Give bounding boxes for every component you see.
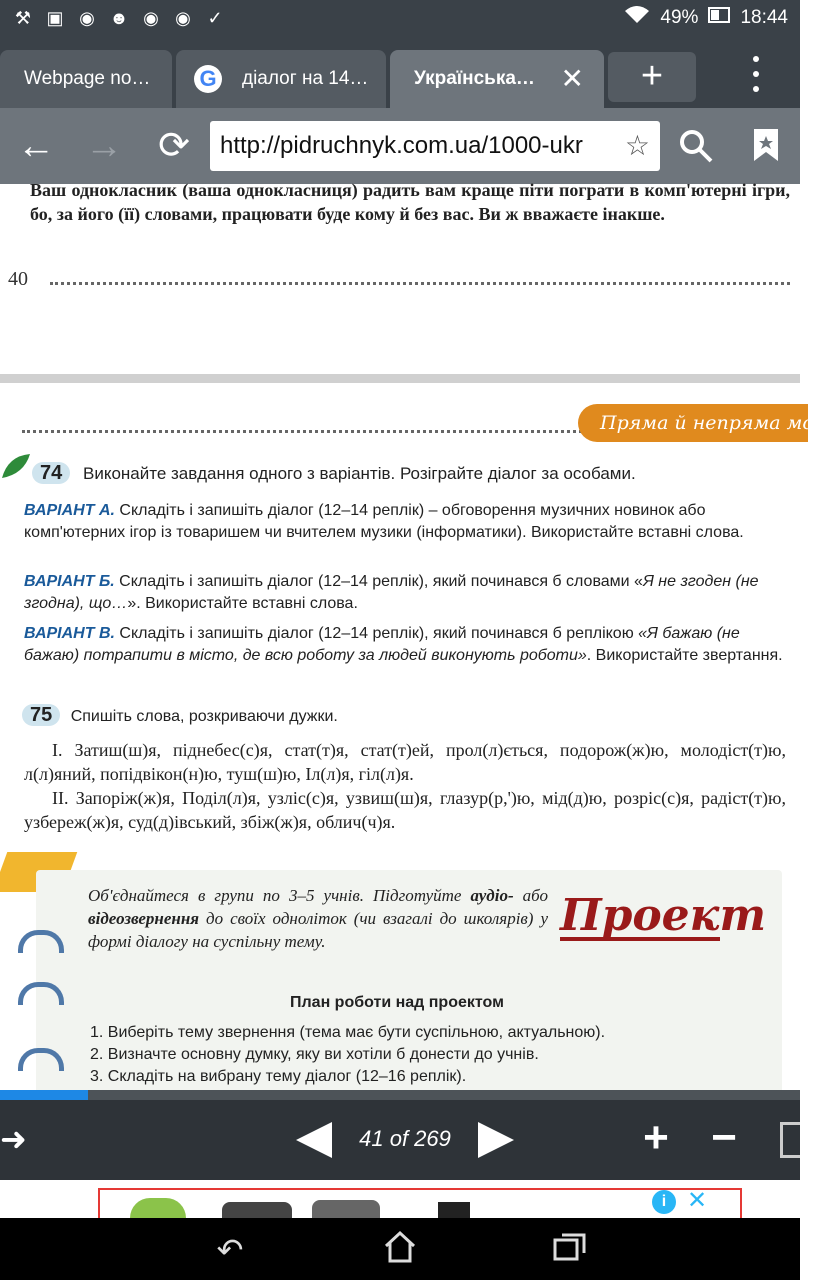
- forward-button[interactable]: →: [85, 125, 123, 167]
- variant-b: [24, 571, 786, 615]
- cat-icon: ☻: [109, 8, 129, 28]
- project-audio: аудіо-: [470, 886, 514, 905]
- task-text: Виконайте завдання одного з варіантів. Розіграйте діалог за особами.: [82, 464, 636, 483]
- top-paragraph: Ваш однокласник (ваша однокласниця) радить вам краще піти пограти в комп'ютерні ігри, бо, за його (її) словами, працювати буде кому й без вас. Ви ж вважаєте інакше.: [30, 180, 790, 224]
- check-icon: ✓: [207, 8, 223, 28]
- plan-step: 1. Виберіть тему звернення (тема має бути суспільною, актуальною).: [90, 1024, 606, 1041]
- section-banner: Пряма й непряма мова: [578, 404, 808, 442]
- reload-icon[interactable]: ⟳: [158, 125, 190, 167]
- prev-page-button[interactable]: [294, 1120, 334, 1165]
- variant-text-end: . Використайте звертання.: [586, 647, 783, 664]
- variant-text: Складіть і запишіть діалог (12–14 реплік), який починався б словами «: [119, 573, 643, 590]
- clock: 18:44: [740, 7, 788, 28]
- tab-label: Українська…: [414, 68, 535, 89]
- task-number: 74: [32, 462, 70, 484]
- tab-label: діалог на 14…: [242, 68, 369, 89]
- plan-title: План роботи над проектом: [290, 994, 504, 1011]
- tab-bar: [0, 36, 800, 108]
- bookmark-icon[interactable]: [742, 122, 790, 170]
- variant-quote: Я не згоден (не згодна), що…: [24, 573, 759, 612]
- back-nav-icon[interactable]: ↶: [216, 1232, 244, 1268]
- key-icon: ◉: [175, 8, 191, 28]
- search-icon[interactable]: [672, 122, 720, 170]
- variant-v: [24, 623, 786, 667]
- star-icon[interactable]: ☆: [624, 130, 650, 161]
- back-button[interactable]: ←: [17, 125, 55, 167]
- share-arrow-icon[interactable]: ➜: [0, 1121, 27, 1157]
- tab-google-search[interactable]: [176, 50, 386, 108]
- zoom-out-button[interactable]: −: [711, 1113, 737, 1162]
- project-video: відеозвернення: [88, 909, 200, 928]
- system-nav-bar: [0, 1218, 800, 1280]
- ad-image: [222, 1202, 292, 1218]
- next-page-button[interactable]: [476, 1120, 516, 1165]
- tab-label: Webpage no…: [24, 68, 151, 89]
- task-75: [22, 704, 782, 728]
- reading-progress-fill: [0, 1090, 88, 1100]
- task-74: [32, 462, 792, 485]
- ad-banner[interactable]: [0, 1180, 800, 1218]
- project-logo: [560, 890, 767, 960]
- variant-quote: «Я бажаю (не бажаю) потрапити в місто, де всю роботу за людей виконують роботи»: [24, 625, 740, 664]
- page-indicator: 41 of 269: [359, 1126, 451, 1151]
- key-icon: ◉: [143, 8, 159, 28]
- variant-label: ВАРІАНТ В.: [24, 625, 115, 642]
- status-bar: [0, 0, 800, 36]
- word-list-2: II. Запоріж(ж)я, Поділ(л)я, узліс(с)я, узвиш(ш)я, глазур(р,')ю, мід(д)ю, розріс(с)я, радіст(т)ю, узбереж(ж)я, суд(д)івський, збіж(ж)я, облич(ч)я.: [24, 788, 786, 832]
- project-intro-text: до своїх одноліток (чи взагалі до школярів) у формі діалогу на суспільну тему.: [88, 909, 548, 951]
- pdf-controls: [0, 1100, 800, 1180]
- page-number: 40: [8, 268, 28, 290]
- project-intro-text: або: [513, 886, 548, 905]
- variant-text: Складіть і запишіть діалог (12–14 реплік), який починався б реплікою: [119, 625, 639, 642]
- browser-toolbar: [0, 108, 800, 184]
- ad-info-icon[interactable]: i: [652, 1190, 676, 1214]
- ad-frame: [98, 1188, 742, 1218]
- ad-close-icon[interactable]: ✕: [686, 1187, 708, 1214]
- wifi-icon: [624, 5, 650, 31]
- status-right: [624, 0, 788, 36]
- zoom-in-button[interactable]: +: [643, 1113, 669, 1162]
- image-icon: ▣: [46, 8, 64, 28]
- battery-percent: 49%: [660, 7, 699, 28]
- project-intro: [88, 884, 548, 953]
- dotted-line: [22, 430, 582, 433]
- word-list-1: I. Затиш(ш)я, піднебес(с)я, стат(т)я, стат(т)ей, прол(л)ється, подорож(ж)ю, молодіст(т)ю, л(л)яний, попідвікон(н)ю, туш(ш)ю, Іл(л)я, гіл(л)я.: [24, 740, 786, 784]
- task-text: Спишіть слова, розкриваючи дужки.: [70, 708, 338, 725]
- page-view-icon[interactable]: [780, 1122, 800, 1158]
- wrench-icon: ⚒: [14, 8, 32, 28]
- reading-progress-track: [0, 1090, 800, 1100]
- ad-image: [130, 1198, 186, 1218]
- leaf-icon: [0, 452, 34, 487]
- dotted-line: [50, 282, 790, 285]
- recent-apps-icon[interactable]: [550, 1230, 590, 1270]
- variant-label: ВАРІАНТ Б.: [24, 573, 115, 590]
- task-number: 75: [22, 704, 60, 726]
- ad-image: [438, 1202, 470, 1218]
- url-text: http://pidruchnyk.com.ua/1000-ukr: [220, 132, 583, 159]
- project-logo-text: Проект: [560, 890, 767, 941]
- project-intro-text: Об'єднайтеся в групи по 3–5 учнів. Підготуйте: [88, 886, 471, 905]
- plan-step: 3. Складіть на вибрану тему діалог (12–16 реплік).: [90, 1068, 467, 1085]
- key-icon: ◉: [79, 8, 95, 28]
- menu-icon[interactable]: [748, 56, 764, 92]
- variant-text: Складіть і запишіть діалог (12–14 реплік) – обговорення музичних новинок або комп'ютерних ігор із товаришем чи вчителем музики (інформатики). Використайте вставні слова.: [24, 502, 744, 541]
- tab-active[interactable]: [390, 50, 604, 108]
- tab-webpage[interactable]: [0, 50, 172, 108]
- plan-step: 2. Визначте основну думку, яку ви хотіли б донести до учнів.: [90, 1046, 539, 1063]
- variant-label: ВАРІАНТ А.: [24, 502, 115, 519]
- page-separator: [0, 374, 800, 383]
- new-tab-button[interactable]: +: [608, 52, 696, 102]
- close-icon[interactable]: ✕: [560, 63, 584, 94]
- home-icon[interactable]: [380, 1230, 420, 1270]
- variant-a: [24, 500, 786, 544]
- plan-steps: [90, 1022, 780, 1088]
- google-icon: G: [194, 65, 222, 93]
- battery-icon: [708, 7, 730, 29]
- variant-text-end: ». Використайте вставні слова.: [127, 595, 358, 612]
- ad-image: [312, 1200, 380, 1218]
- url-bar[interactable]: [210, 121, 660, 171]
